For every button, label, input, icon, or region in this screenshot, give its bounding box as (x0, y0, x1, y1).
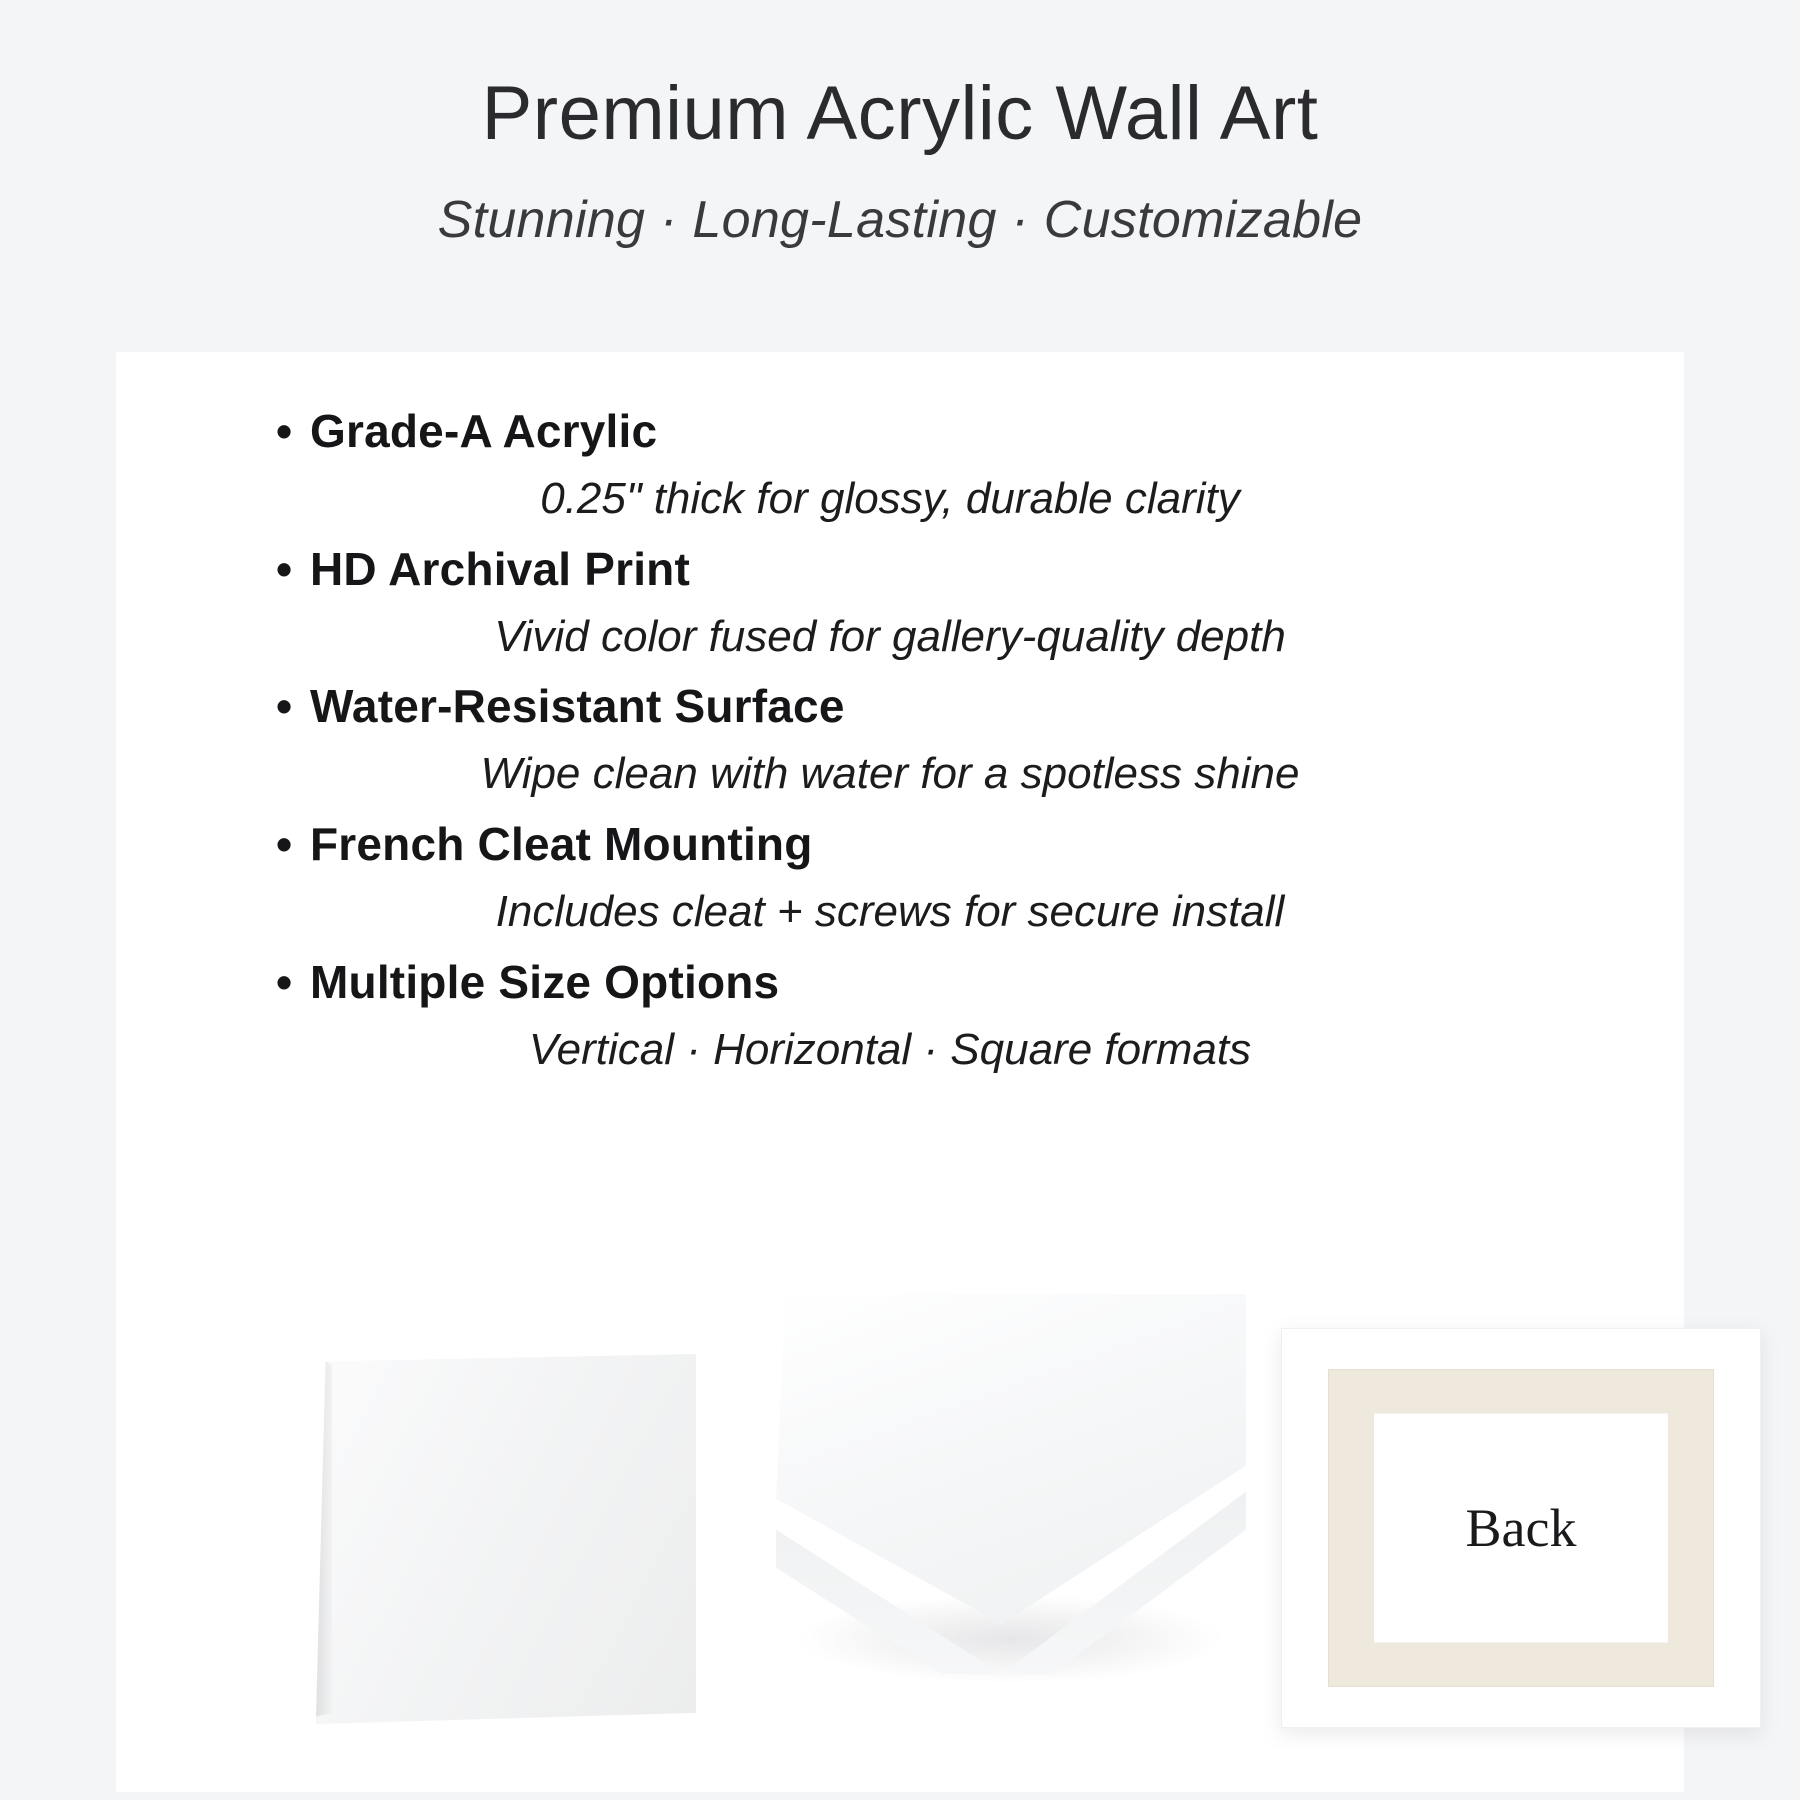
bullet-icon: • (276, 955, 293, 1008)
feature-title-row (176, 813, 1624, 875)
page-subtitle: Stunning · Long-Lasting · Customizable (437, 190, 1363, 249)
list-item (176, 538, 1624, 668)
panel-face (316, 1354, 696, 1724)
feature-detail: Includes cleat + screws for secure install (495, 887, 1285, 937)
feature-title: Water-Resistant Surface (310, 680, 845, 733)
product-image-row (176, 1286, 1624, 1756)
feature-list (176, 400, 1624, 1080)
bullet-icon: • (276, 542, 293, 595)
page-title: Premium Acrylic Wall Art (481, 71, 1319, 156)
feature-detail: Vertical · Horizontal · Square formats (528, 1024, 1252, 1074)
acrylic-panel-front-image (316, 1354, 696, 1724)
feature-title: HD Archival Print (310, 542, 691, 595)
feature-detail: 0.25" thick for glossy, durable clarity (540, 474, 1240, 524)
list-item (176, 951, 1624, 1081)
feature-detail: Vivid color fused for gallery-quality depth (494, 611, 1286, 661)
back-label: Back (1465, 1498, 1577, 1558)
bullet-icon: • (276, 405, 293, 457)
feature-card (116, 352, 1684, 1792)
acrylic-panel-corner-image (776, 1294, 1246, 1734)
feature-title-row (176, 675, 1624, 737)
feature-title-row (176, 400, 1624, 462)
list-item (176, 813, 1624, 943)
bullet-icon: • (276, 818, 293, 871)
list-item (176, 400, 1624, 530)
acrylic-panel-back-image (1281, 1328, 1761, 1728)
feature-title-row (176, 951, 1624, 1013)
feature-detail: Wipe clean with water for a spotless shine (480, 749, 1300, 799)
panel-edge (316, 1361, 332, 1716)
feature-title: French Cleat Mounting (310, 818, 813, 871)
feature-title: Multiple Size Options (310, 955, 780, 1008)
list-item (176, 675, 1624, 805)
feature-title: Grade-A Acrylic (310, 405, 658, 457)
page-header (0, 0, 1800, 250)
bullet-icon: • (276, 680, 293, 733)
feature-title-row (176, 538, 1624, 600)
